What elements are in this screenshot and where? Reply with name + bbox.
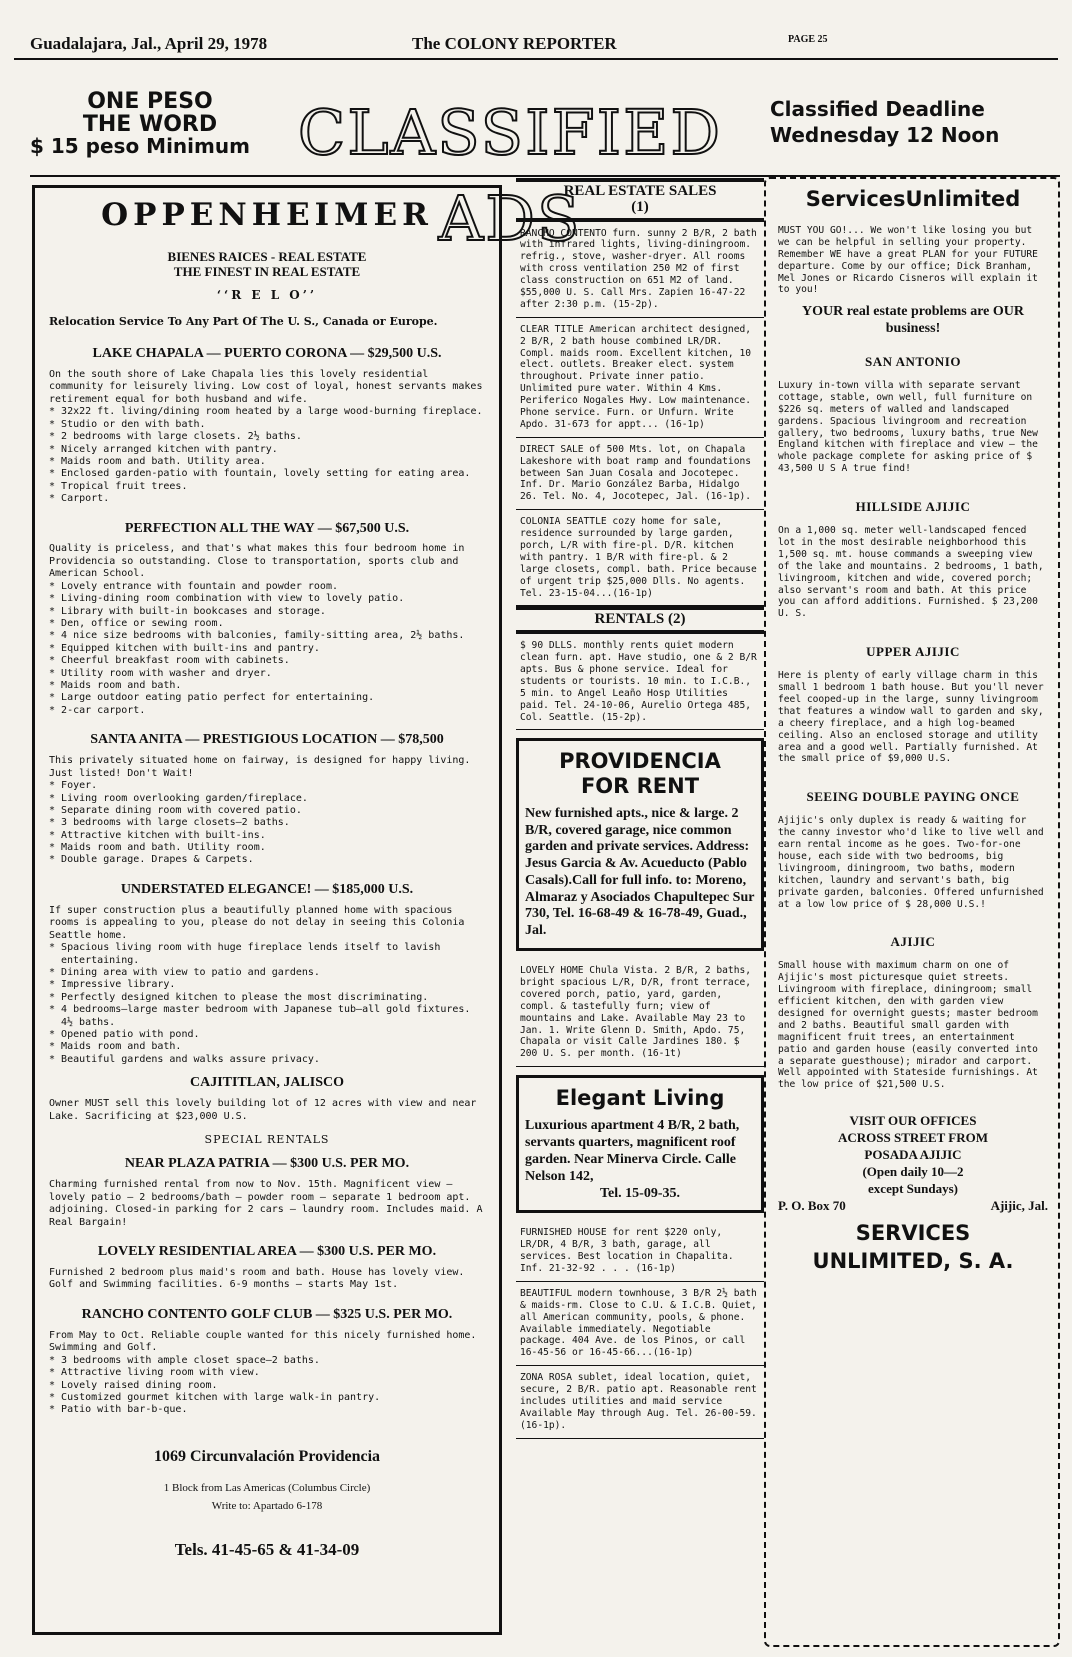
elegant-living-ad (516, 1075, 764, 1213)
classified-ads-title: CLASSIFIED ADS (297, 96, 723, 255)
services-unlimited-title: ServicesUnlimited (805, 187, 1021, 211)
oppenheimer-subtitle-1: BIENES RAICES - REAL ESTATE (167, 248, 367, 264)
rental-body: From May to Oct. Reliable couple wanted for this nicely furnished home. Swimming and Golf. (49, 1329, 477, 1354)
feature-item: * Maids room and bath. (49, 680, 485, 692)
feature-item: * Attractive living room with view. (49, 1367, 485, 1379)
classified-ad: BEAUTIFUL modern townhouse, 3 B/R 2½ bath & maids-rm. Close to C.U. & I.C.B. Quiet, all American community, pools, & phone. Available immediately. Negotiable package. 404 Ave. de los Pinos, or call 16-45-56 or 16-45-66...(16-1p) (516, 1282, 764, 1366)
providencia-body: New furnished apts., nice & large. 2 B/R, covered garage, nice common garden and private services. Address: Jesus Garcia & Av. Acueducto (Pablo Casals).Call for full info. to: Moreno, Almaraz y Asociados Chapultepec Sur 730, Tel. 16-68-49 & 16-78-49, Guad., Jal. (525, 805, 755, 939)
listing-features (49, 406, 485, 505)
property-body: Small house with maximum charm on one of Ajijic's most picturesque quiet streets. Livingroom with fireplace, diningroom; small efficient kitchen, den with garden view designed for overnight guests; master bedroom and 2 baths. Beautiful small garden with magnificent fruit trees, an entertainment patio and garden house (easily converted into a separate guesthouse); mirador and carport. Well appointed with Stateside furnishings. At the low price of $21,500 U.S. (778, 960, 1038, 1091)
classified-ad: LOVELY HOME Chula Vista. 2 B/R, 2 baths, bright spacious L/R, D/R, front terrace, covered porch, patio, yard, garden, compl. & tastefully furn; view of mountains and Lake. Available May 23 to Jan. 1. Write Glenn D. Smith, Apdo. 75, Chapala or visit Calle Jardines 180. $ 200 U. S. per month. (16-1t) (516, 959, 764, 1067)
visit-line: except Sundays) (868, 1180, 958, 1196)
feature-item: * 4 bedrooms—large master bedroom with Japanese tub—all gold fixtures. 4½ baths. (49, 1004, 485, 1029)
classified-ad: $ 90 DLLS. monthly rents quiet modern clean furn. apt. Have studio, one & 2 B/R apts. Bus & phone service. Ideal for students or tourists. 10 min. to I.C.B., 5 min. to Angel Leaño Hosp Utilities paid. Tel. 24-10-06, Aurelio Ortega 485, Col. Seattle. (15-2p). (516, 634, 764, 730)
rental-body: Furnished 2 bedroom plus maid's room and bath. House has lovely view. Golf and Swimming facilities. 6-9 months — starts May 1st. (49, 1266, 465, 1291)
feature-item: * Patio with bar-b-que. (49, 1404, 485, 1416)
feature-item: * Enclosed garden-patio with fountain, lovely setting for eating area. (49, 468, 485, 480)
listing-body: Owner MUST sell this lovely building lot of 12 acres with view and near Lake. Sacrificing at $23,000 U.S. (49, 1098, 477, 1122)
listing-body: If super construction plus a beautifully planned home with spacious rooms is appealing to you, please do not delay in seeing this Colonia Seattle home. (49, 904, 465, 941)
visit-line: (Open daily 10—2 (862, 1163, 964, 1179)
visit-line: VISIT OUR OFFICES (849, 1113, 977, 1129)
services-intro: MUST YOU GO!... We won't like losing you but we can be helpful in selling your property. Remember WE have a great PLAN for your FUTURE departure. Come by our office; Dick Branham, Mel Jones or Ricardo Cisneros will explain it to you! (778, 225, 1038, 296)
property-body: Luxury in-town villa with separate servant cottage, stable, own well, full furniture on $226 sq. meters of walled and landscaped gardens. Spacious livingroom and recreation gallery, two bedrooms, luxury baths, true New England kitchen with fireplace and view — the whole package complete for asking price of $ 43,500 U S A true find! (778, 379, 1038, 475)
feature-item: * 3 bedrooms with ample closet space—2 baths. (49, 1355, 485, 1367)
feature-item: * Foyer. (49, 780, 485, 792)
listing-features (49, 780, 485, 867)
feature-item: * Impressive library. (49, 979, 485, 991)
relocation-line: Relocation Service To Any Part Of The U. S., Canada or Europe. (49, 314, 438, 328)
address-line: 1069 Circunvalación Providencia (153, 1447, 381, 1465)
page-number: PAGE 25 (788, 34, 828, 45)
listing-heading: LAKE CHAPALA — PUERTO CORONA — $29,500 U.S. (92, 345, 442, 361)
rate-line-2: THE WORD (82, 112, 218, 138)
relo-label: ‘‘R E L O’’ (216, 287, 318, 302)
feature-item: * Studio or den with bath. (49, 419, 485, 431)
postal-box: Write to: Apartado 6-178 (211, 1500, 323, 1513)
deadline-line-2: Wednesday 12 Noon (770, 123, 1000, 147)
elegant-living-title: Elegant Living (555, 1086, 725, 1111)
property-heading: UPPER AJIJIC (866, 644, 960, 660)
feature-item: * Living-dining room combination with view to lovely patio. (49, 593, 485, 605)
classified-ad: FURNISHED HOUSE for rent $220 only, LR/DR, 4 B/R, 3 bath, garage, all services. Best location in Chapalita. Inf. 21-32-92 . . . (16-1p) (516, 1221, 764, 1282)
listing-features (49, 942, 485, 1066)
listing-heading: SANTA ANITA — PRESTIGIOUS LOCATION — $78,500 (90, 732, 444, 748)
rate-line-1: ONE PESO (87, 89, 213, 114)
feature-item: * Perfectly designed kitchen to please the most discriminating. (49, 992, 485, 1004)
newspaper-name: The COLONY REPORTER (412, 34, 617, 53)
visit-line: ACROSS STREET FROM (837, 1130, 988, 1146)
city: Ajijic, Jal. (990, 1197, 1048, 1213)
feature-item: * Utility room with washer and dryer. (49, 668, 485, 680)
feature-item: * Separate dining room with covered patio. (49, 805, 485, 817)
oppenheimer-name: OPPENHEIMER (101, 197, 433, 233)
rental-features (49, 1355, 485, 1417)
section-title: REAL ESTATE SALES (563, 183, 717, 199)
providencia-title-line-2: FOR RENT (580, 773, 700, 798)
listing-heading: CAJITITLAN, JALISCO (189, 1075, 345, 1091)
feature-item: * Cheerful breakfast room with cabinets. (49, 655, 485, 667)
address-landmark: 1 Block from Las Americas (Columbus Circle) (163, 1482, 371, 1495)
po-box: P. O. Box 70 (778, 1197, 846, 1213)
elegant-living-tel: Tel. 15-09-35. (600, 1185, 680, 1201)
rental-heading: LOVELY RESIDENTIAL AREA — $300 U.S. PER MO. (97, 1244, 437, 1260)
feature-item: * Equipped kitchen with built-ins and pantry. (49, 643, 485, 655)
feature-item: * 2-car carport. (49, 705, 485, 717)
feature-item: * 2 bedrooms with large closets. 2½ baths. (49, 431, 485, 443)
listing-heading: PERFECTION ALL THE WAY — $67,500 U.S. (124, 520, 410, 536)
feature-item: * Beautiful gardens and walks assure privacy. (49, 1054, 485, 1066)
section-header-rentals: RENTALS (2) (516, 606, 764, 634)
special-rentals-label: SPECIAL RENTALS (204, 1133, 330, 1147)
services-unlimited-ad (774, 183, 1052, 1275)
office-visit-block (774, 1113, 1052, 1214)
footer-line-1: SERVICES (855, 1220, 971, 1245)
feature-item: * Library with built-in bookcases and storage. (49, 606, 485, 618)
feature-item: * Tropical fruit trees. (49, 481, 485, 493)
feature-item: * Double garage. Drapes & Carpets. (49, 854, 485, 866)
feature-item: * Lovely entrance with fountain and powder room. (49, 581, 485, 593)
feature-item: * 4 nice size bedrooms with balconies, family-sitting area, 2½ baths. (49, 630, 485, 642)
rental-body: Charming furnished rental from now to Nov. 15th. Magnificent view — lovely patio — 2 bedrooms/bath — powder room — separate 1 bedroom apt. adjoining. Closed-in parking for 2 cars — laundry room. Includes maid. A Real Bargain! (49, 1179, 483, 1228)
feature-item: * Nicely arranged kitchen with pantry. (49, 444, 485, 456)
feature-item: * Dining area with view to patio and gardens. (49, 967, 485, 979)
classified-ad: DIRECT SALE of 500 Mts. lot, on Chapala Lakeshore with boat ramp and foundations between San Juan Cosala and Jocotepec. Inf. Dr. Mario González Barba, Hidalgo 26. Tel. No. 4, Jocotepec, Jal. (16-1p). (516, 438, 764, 510)
providencia-ad (516, 738, 764, 951)
deadline-box (770, 96, 1060, 148)
feature-item: * Customized gourmet kitchen with large walk-in pantry. (49, 1392, 485, 1404)
deadline-line-1: Classified Deadline (770, 97, 985, 121)
property-heading: SAN ANTONIO (865, 353, 961, 369)
rental-heading: NEAR PLAZA PATRIA — $300 U.S. PER MO. (124, 1156, 410, 1172)
feature-item: * Opened patio with pond. (49, 1029, 485, 1041)
feature-item: * Maids room and bath. Utility room. (49, 842, 485, 854)
listing-features (49, 581, 485, 717)
providencia-title (525, 749, 755, 797)
page-header (14, 30, 1058, 56)
property-body: Ajijic's only duplex is ready & waiting for the canny investor who'd like to live well and earn rental income as he goes. Two-for-one house, each side with two bedrooms, big livingroom, diningroom, two baths, modern kitchen, laundry and servant's bath, big private garden, balconies. Offered unfurnished at a low low price of $ 28,000 U.S.! (778, 815, 1044, 910)
section-number: (1) (631, 198, 649, 215)
visit-line: POSADA AJIJIC (864, 1147, 962, 1163)
providencia-title-line-1: PROVIDENCIA (559, 749, 721, 774)
header-rule (14, 58, 1058, 60)
feature-item: * Carport. (49, 493, 485, 505)
feature-item: * Large outdoor eating patio perfect for entertaining. (49, 692, 485, 704)
property-heading: HILLSIDE AJIJIC (855, 499, 971, 515)
feature-item: * Living room overlooking garden/fireplace. (49, 793, 485, 805)
services-slogan: YOUR real estate problems are OUR business! (801, 304, 1025, 337)
feature-item: * Maids room and bath. Utility area. (49, 456, 485, 468)
rental-heading: RANCHO CONTENTO GOLF CLUB — $325 U.S. PER MO. (81, 1306, 453, 1322)
feature-item: * Attractive kitchen with built-ins. (49, 830, 485, 842)
feature-item: * 3 bedrooms with large closets—2 baths. (49, 817, 485, 829)
feature-item: * Spacious living room with huge fireplace lends itself to lavish entertaining. (49, 942, 485, 967)
footer-line-2: UNLIMITED, S. A. (812, 1248, 1014, 1273)
listing-heading: UNDERSTATED ELEGANCE! — $185,000 U.S. (120, 881, 414, 897)
classified-ad: RANCHO CONTENTO furn. sunny 2 B/R, 2 bath with infrared lights, living-diningroom. refrig., stove, washer-dryer. All rooms with cross ventilation 250 M2 of first class construction on 651 M2 of land. $55,000 U. S. Call Mrs. Zapien 16-47-22 after 2:30 p.m. (15-2p). (516, 222, 764, 318)
services-unlimited-footer (774, 1219, 1052, 1276)
property-heading: AJIJIC (890, 934, 936, 950)
classified-ad: ZONA ROSA sublet, ideal location, quiet, secure, 2 B/R. patio apt. Reasonable rent includes utilities and maid service Available May through Aug. Tel. 26-00-59. (16-1p). (516, 1366, 764, 1438)
rate-box (30, 90, 270, 157)
section-header-sales (516, 178, 764, 222)
oppenheimer-ad (32, 185, 502, 1635)
property-body: Here is plenty of early village charm in this small 1 bedroom 1 bath house. But you'll never feel cooped-up in the large, sunny livingroom that features a window wall to garden and sky, a cheery fireplace, and a high log-beamed ceiling. Also an enclosed storage and utility area and a good well. Partially furnished. At the small price of $9,000 U.S. (778, 670, 1044, 765)
property-heading: SEEING DOUBLE PAYING ONCE (806, 789, 1020, 805)
telephone-numbers: Tels. 41-45-65 & 41-34-09 (174, 1540, 360, 1560)
office-address (49, 1447, 485, 1561)
middle-column (516, 178, 764, 1439)
oppenheimer-subtitle-2: THE FINEST IN REAL ESTATE (173, 263, 361, 279)
listing-body: Quality is priceless, and that's what makes this four bedroom home in Providencia so outstanding. Close to transportation, sports club and American School. (49, 543, 465, 580)
elegant-living-body: Luxurious apartment 4 B/R, 2 bath, servants quarters, magnificent roof garden. Near Minerva Circle. Calle Nelson 142, (525, 1118, 740, 1184)
feature-item: * 32x22 ft. living/dining room heated by a large wood-burning fireplace. (49, 406, 485, 418)
feature-item: * Lovely raised dining room. (49, 1380, 485, 1392)
dateline: Guadalajara, Jal., April 29, 1978 (30, 34, 268, 53)
rate-minimum: $ 15 peso Minimum (30, 134, 250, 159)
listing-body: On the south shore of Lake Chapala lies this lovely residential community for leisurely living. Low cost of loyal, honest servants makes retirement equal for both husband and wife. (49, 368, 483, 405)
classified-ad: COLONIA SEATTLE cozy home for sale, residence surrounded by large garden, porch, L/R with fire-pl. D/R. kitchen with pantry. 1 B/R with fire-pl. & 2 large closets, compl. bath. Price because of urgent trip $25,000 Dlls. No agents. Tel. 23-15-04...(16-1p) (516, 510, 764, 606)
classified-ad: CLEAR TITLE American architect designed, 2 B/R, 2 bath house combined LR/DR. Compl. maids room. Excellent kitchen, 10 elect. outlets. Breaker elect. system throughout. Private inner patio. Unlimited pure water. Within 4 Kms. Periferico Nogales Hwy. Low maintenance. Phone service. Furn. or Unfurn. Write Apdo. 31-673 for appt... (16-1p) (516, 318, 764, 438)
contact-row (774, 1198, 1052, 1215)
feature-item: * Den, office or sewing room. (49, 618, 485, 630)
property-body: On a 1,000 sq. meter well-landscaped fenced lot in the most desirable neighborhood this 1,500 sq. mt. house commands a sweeping view of the lake and mountains. 2 bedrooms, 1 bath, livingroom, kitchen and wide, covered porch; also servant's room and bath. At this price you can afford additions. Furnished. $ 23,200 U. S. (778, 525, 1044, 620)
listing-body: This privately situated home on fairway, is designed for happy living. Just listed! Don't Wait! (49, 755, 471, 779)
feature-item: * Maids room and bath. (49, 1041, 485, 1053)
